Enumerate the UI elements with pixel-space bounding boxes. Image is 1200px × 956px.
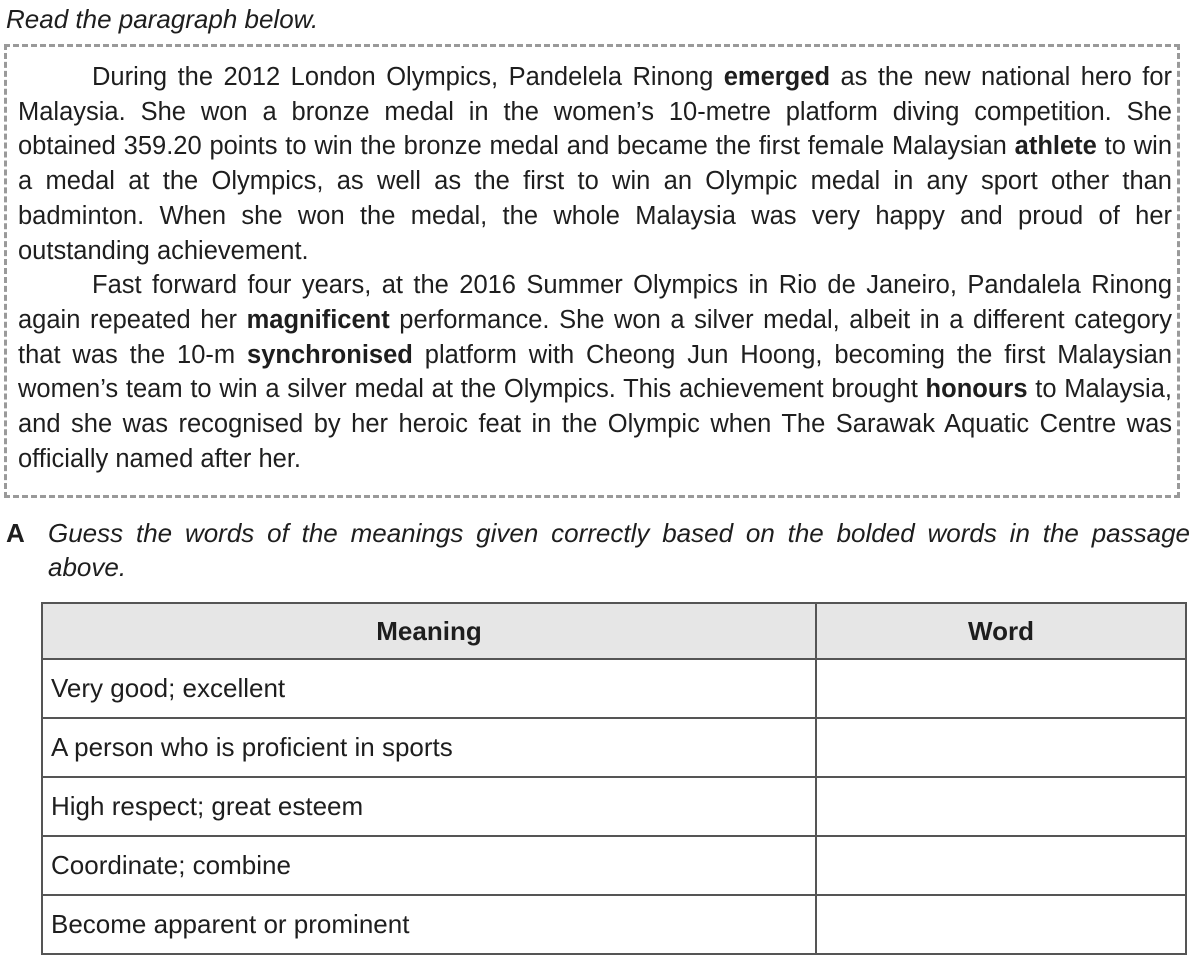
- bold-word-synchronised: synchronised: [247, 340, 413, 369]
- passage-text: performance. She won a silver medal, albeit in a different category that was the 10-m: [18, 305, 1172, 369]
- bold-word-magnificent: magnificent: [246, 305, 390, 334]
- word-answer-cell[interactable]: [816, 777, 1186, 836]
- meaning-cell: A person who is proficient in sports: [42, 718, 816, 777]
- table-row: [42, 895, 1186, 954]
- passage-text: to win a medal at the Olympics, as well as the first to win an Olympic medal in any sport other than badminton. When she won the medal, the whole Malaysia was very happy and proud of her outstanding achievement.: [18, 132, 1172, 265]
- paragraph-1: [18, 60, 1172, 268]
- column-header-word: Word: [816, 603, 1186, 659]
- meaning-cell: High respect; great esteem: [42, 777, 816, 836]
- word-answer-cell[interactable]: [816, 718, 1186, 777]
- bold-word-emerged: emerged: [723, 63, 831, 91]
- bold-word-athlete: athlete: [1014, 132, 1097, 161]
- word-answer-cell[interactable]: [816, 659, 1186, 718]
- column-header-meaning: Meaning: [42, 603, 816, 659]
- instruction-text: Read the paragraph below.: [6, 4, 319, 34]
- word-answer-cell[interactable]: [816, 836, 1186, 895]
- paragraph-2: [18, 268, 1172, 476]
- table-row: [42, 777, 1186, 836]
- section-instruction: Guess the words of the meanings given correctly based on the bolded words in the passage above.: [48, 518, 1190, 582]
- section-a-question: [6, 516, 1190, 584]
- table-row: [42, 836, 1186, 895]
- word-answer-cell[interactable]: [816, 895, 1186, 954]
- passage-text: platform with Cheong Jun Hoong, becoming the first Malaysian women’s team to win a silver medal at the Olympics. This achievement brought: [18, 340, 1173, 404]
- passage-text: During the 2012 London Olympics, Pandelela Rinong: [92, 63, 724, 91]
- table-row: [42, 659, 1186, 718]
- meaning-cell: Coordinate; combine: [42, 836, 816, 895]
- meaning-cell: Very good; excellent: [42, 659, 816, 718]
- table-row: [42, 718, 1186, 777]
- table-header-row: [42, 603, 1186, 659]
- vocabulary-table: [41, 602, 1187, 955]
- passage: [18, 60, 1172, 476]
- section-letter: A: [6, 518, 25, 548]
- passage-text: Fast forward four years, at the 2016 Summer Olympics in Rio de Janeiro, Pandalela Rinong again repeated her: [18, 271, 1172, 334]
- passage-text: as the new national hero for Malaysia. She won a bronze medal in the women’s 10-metre platform diving competition. She obtained 359.20 points to win the bronze medal and became the first female Malaysian: [18, 63, 1173, 161]
- bold-word-honours: honours: [925, 375, 1028, 404]
- meaning-cell: Become apparent or prominent: [42, 895, 816, 954]
- passage-text: to Malaysia, and she was recognised by her heroic feat in the Olympic when The Sarawak Aquatic Centre was officially named after her.: [18, 375, 1172, 473]
